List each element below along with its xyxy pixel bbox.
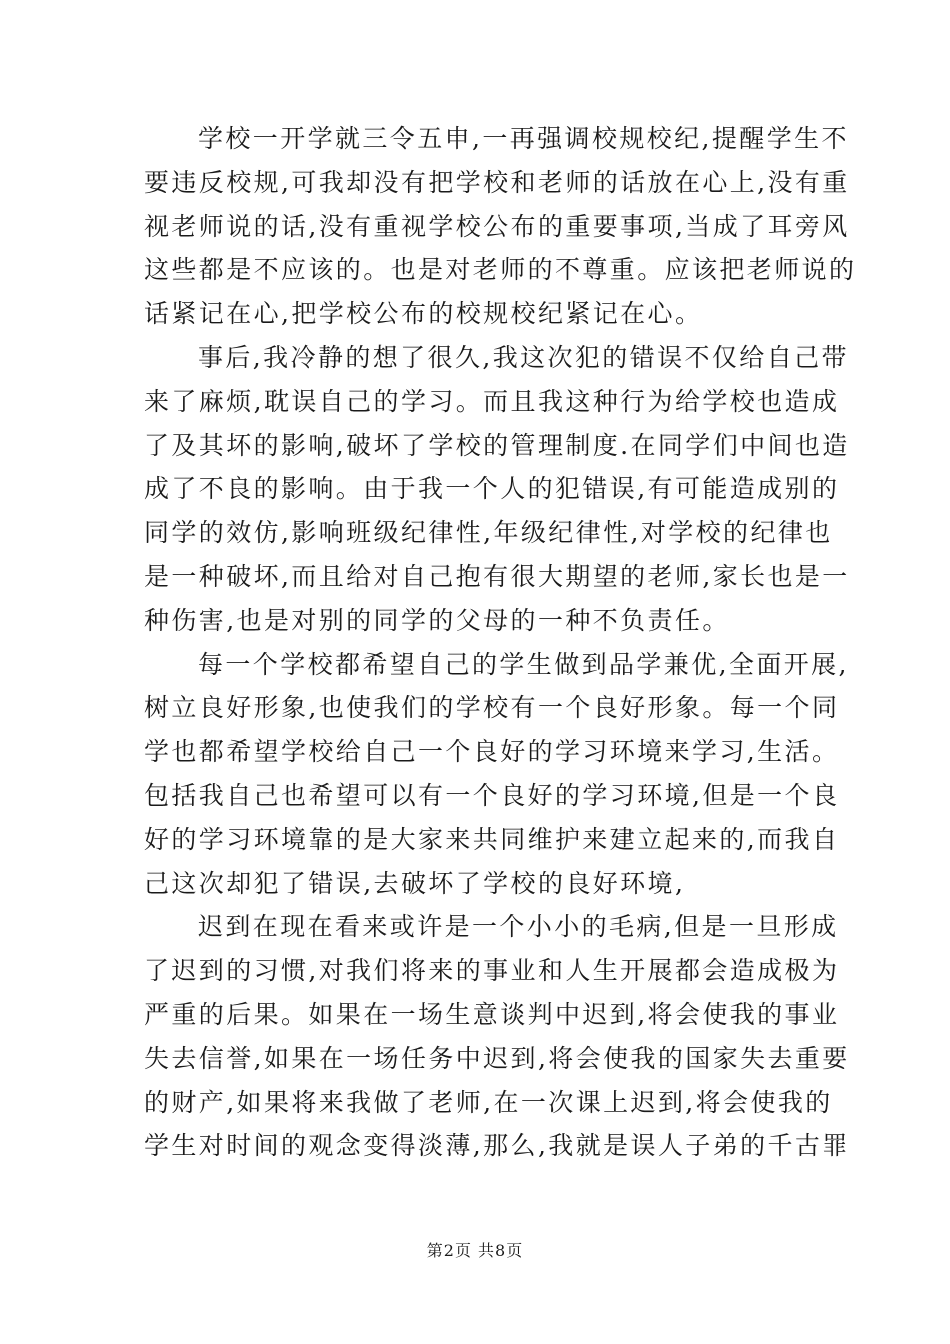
paragraph-line: 学校一开学就三令五申,一再强调校规校纪,提醒学生不 — [198, 124, 849, 153]
paragraph-line: 每一个学校都希望自己的学生做到品学兼优,全面开展, — [198, 649, 849, 679]
paragraph-line: 来了麻烦,耽误自己的学习。而且我这种行为给学校也造成 — [144, 386, 840, 416]
paragraph-line: 是一种破坏,而且给对自己抱有很大期望的老师,家长也是一 — [144, 561, 850, 591]
paragraph-line: 严重的后果。如果在一场生意谈判中迟到,将会使我的事业 — [144, 999, 840, 1029]
paragraph-line: 的财产,如果将来我做了老师,在一次课上迟到,将会使我的 — [144, 1087, 833, 1117]
paragraph-line: 视老师说的话,没有重视学校公布的重要事项,当成了耳旁风 — [144, 211, 850, 241]
paragraph-line: 好的学习环境靠的是大家来共同维护来建立起来的,而我自 — [144, 824, 840, 854]
paragraph-line: 失去信誉,如果在一场任务中迟到,将会使我的国家失去重要 — [144, 1043, 850, 1073]
paragraph-line: 要违反校规,可我却没有把学校和老师的话放在心上,没有重 — [144, 167, 850, 197]
paragraph-line: 这些都是不应该的。也是对老师的不尊重。应该把老师说的 — [144, 255, 857, 285]
paragraph-line: 迟到在现在看来或许是一个小小的毛病,但是一旦形成 — [198, 912, 839, 942]
paragraph-line: 同学的效仿,影响班级纪律性,年级纪律性,对学校的纪律也 — [144, 518, 833, 548]
paragraph-line: 包括我自己也希望可以有一个良好的学习环境,但是一个良 — [144, 780, 840, 810]
paragraph-line: 话紧记在心,把学校公布的校规校纪紧记在心。 — [144, 299, 703, 329]
paragraph-line: 己这次却犯了错误,去破坏了学校的良好环境, — [144, 868, 686, 898]
paragraph-line: 学也都希望学校给自己一个良好的学习环境来学习,生活。 — [144, 737, 840, 767]
paragraph-line: 学生对时间的观念变得淡薄,那么,我就是误人子弟的千古罪 — [144, 1131, 850, 1161]
paragraph-line: 树立良好形象,也使我们的学校有一个良好形象。每一个同 — [144, 693, 840, 723]
paragraph-line: 事后,我冷静的想了很久,我这次犯的错误不仅给自己带 — [198, 342, 849, 372]
paragraph-line: 成了不良的影响。由于我一个人的犯错误,有可能造成别的 — [144, 474, 840, 504]
paragraph-line: 种伤害,也是对别的同学的父母的一种不负责任。 — [144, 605, 730, 635]
body-text — [144, 117, 857, 1168]
paragraph-line: 了迟到的习惯,对我们将来的事业和人生开展都会造成极为 — [144, 956, 840, 986]
page-number: 第2页 共8页 — [426, 1241, 524, 1260]
paragraph-line: 了及其坏的影响,破坏了学校的管理制度.在同学们中间也造 — [144, 430, 850, 460]
